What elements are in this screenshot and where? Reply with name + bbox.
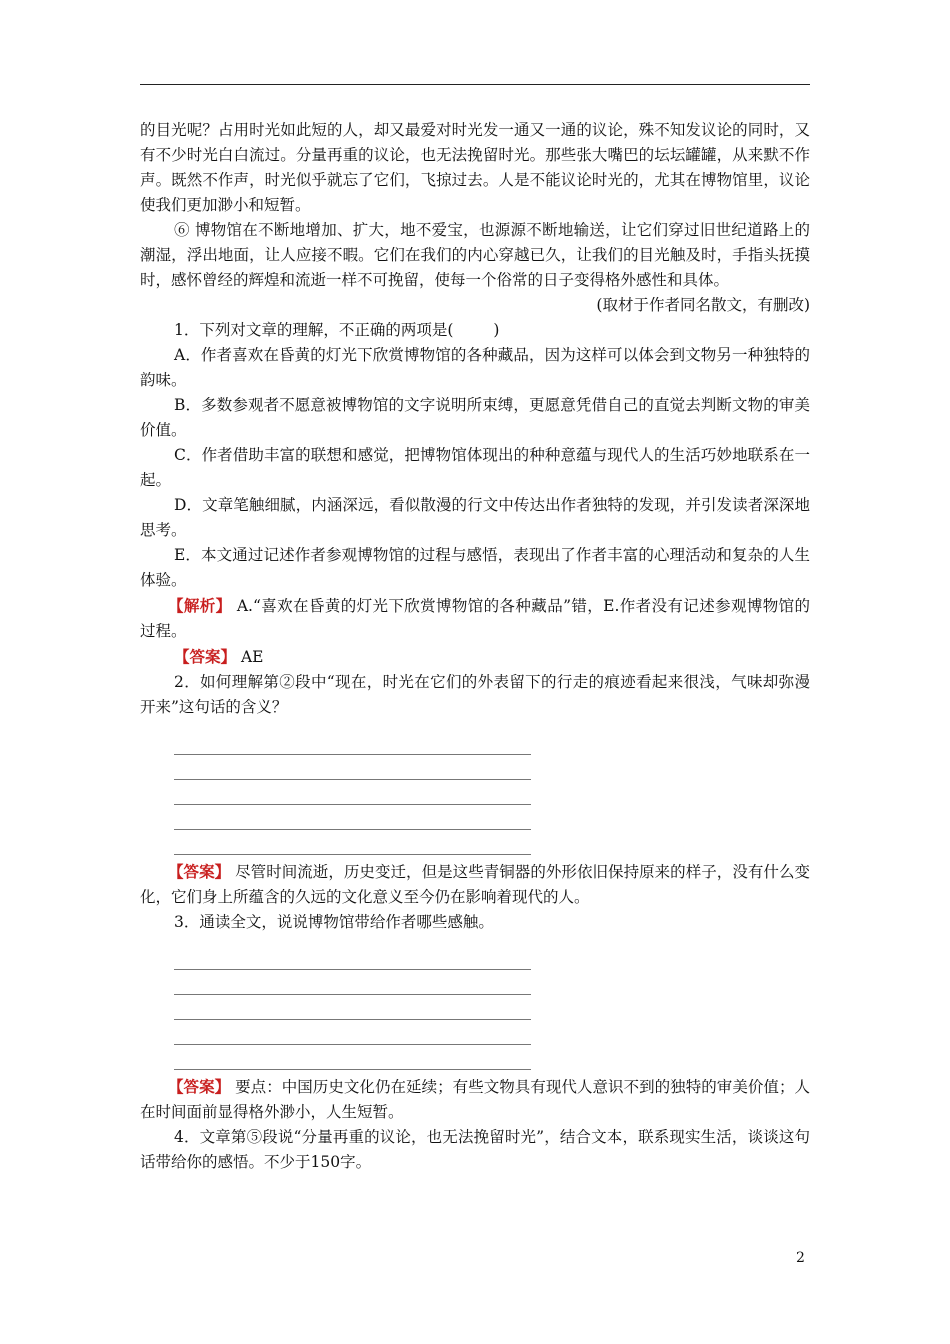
page-number: 2 [796, 1250, 805, 1266]
question-1-answer: 【答案】 AE [174, 647, 264, 666]
option-e: E．本文通过记述作者参观博物馆的过程与感悟，表现出了作者丰富的心理活动和复杂的人生体验。 [140, 546, 810, 589]
paragraph-continued: 的目光呢？占用时光如此短的人，却又最爱对时光发一通又一通的议论，殊不知发议论的同时，又有不少时光白白流过。分量再重的议论，也无法挽留时光。那些张大嘴巴的坛坛罐罐，从来默不作声。既然不作声，时光似乎就忘了它们，飞掠过去。人是不能议论时光的，尤其在博物馆里，议论使我们更加渺小和短暂。 [140, 121, 810, 214]
blank-line[interactable] [174, 780, 531, 805]
blank-line[interactable] [174, 730, 531, 755]
answer-tag: 【答案】 [168, 1077, 231, 1096]
option-b: B．多数参观者不愿意被博物馆的文字说明所束缚，更愿意凭借自己的直觉去判断文物的审美价值。 [140, 396, 810, 439]
blank-line[interactable] [174, 970, 531, 995]
question-3-answer: 【答案】 要点：中国历史文化仍在延续；有些文物具有现代人意识不到的独特的审美价值；人在时间面前显得格外渺小，人生短暂。 [140, 1077, 810, 1121]
document-body [140, 118, 810, 1175]
question-2-stem: 2．如何理解第②段中“现在，时光在它们的外表留下的行走的痕迹看起来很浅，气味却弥漫开来”这句话的含义？ [140, 673, 810, 716]
blank-line[interactable] [174, 995, 531, 1020]
question-1-analysis: 【解析】 A.“喜欢在昏黄的灯光下欣赏博物馆的各种藏品”错，E.作者没有记述参观博物馆的过程。 [140, 596, 810, 640]
answer-tag: 【答案】 [168, 862, 231, 881]
question-2-answer: 【答案】 尽管时间流逝，历史变迁，但是这些青铜器的外形依旧保持原来的样子，没有什么变化，它们身上所蕴含的久远的文化意义至今仍在影响着现代的人。 [140, 862, 810, 906]
answer-blank-lines-q2[interactable] [174, 730, 531, 855]
answer-blank-lines-q3[interactable] [174, 945, 531, 1070]
option-d: D．文章笔触细腻，内涵深远，看似散漫的行文中传达出作者独特的发现，并引发读者深深地思考。 [140, 496, 810, 539]
blank-line[interactable] [174, 830, 531, 855]
answer-tag: 【答案】 [174, 647, 237, 666]
blank-line[interactable] [174, 945, 531, 970]
question-3-stem: 3．通读全文，说说博物馆带给作者哪些感触。 [174, 913, 494, 931]
blank-line[interactable] [174, 1020, 531, 1045]
blank-line[interactable] [174, 755, 531, 780]
header-rule [140, 84, 810, 85]
blank-line[interactable] [174, 1045, 531, 1070]
blank-line[interactable] [174, 805, 531, 830]
option-a: A．作者喜欢在昏黄的灯光下欣赏博物馆的各种藏品，因为这样可以体会到文物另一种独特的韵味。 [140, 346, 810, 389]
source-note: (取材于作者同名散文，有删改) [596, 296, 810, 314]
question-4-stem: 4．文章第⑤段说“分量再重的议论，也无法挽留时光”，结合文本，联系现实生活，谈谈这句话带给你的感悟。不少于150字。 [140, 1128, 810, 1171]
option-c: C．作者借助丰富的联想和感觉，把博物馆体现出的种种意蕴与现代人的生活巧妙地联系在一起。 [140, 446, 810, 489]
analysis-tag: 【解析】 [168, 596, 232, 615]
paragraph-6: ⑥ 博物馆在不断地增加、扩大，地不爱宝，也源源不断地输送，让它们穿过旧世纪道路上的潮湿，浮出地面，让人应接不暇。它们在我们的内心穿越已久，让我们的目光触及时，手指头抚摸时，感怀曾经的辉煌和流逝一样不可挽留，使每一个俗常的日子变得格外感性和具体。 [140, 221, 810, 289]
question-1-stem: 1．下列对文章的理解，不正确的两项是( ) [174, 321, 500, 339]
